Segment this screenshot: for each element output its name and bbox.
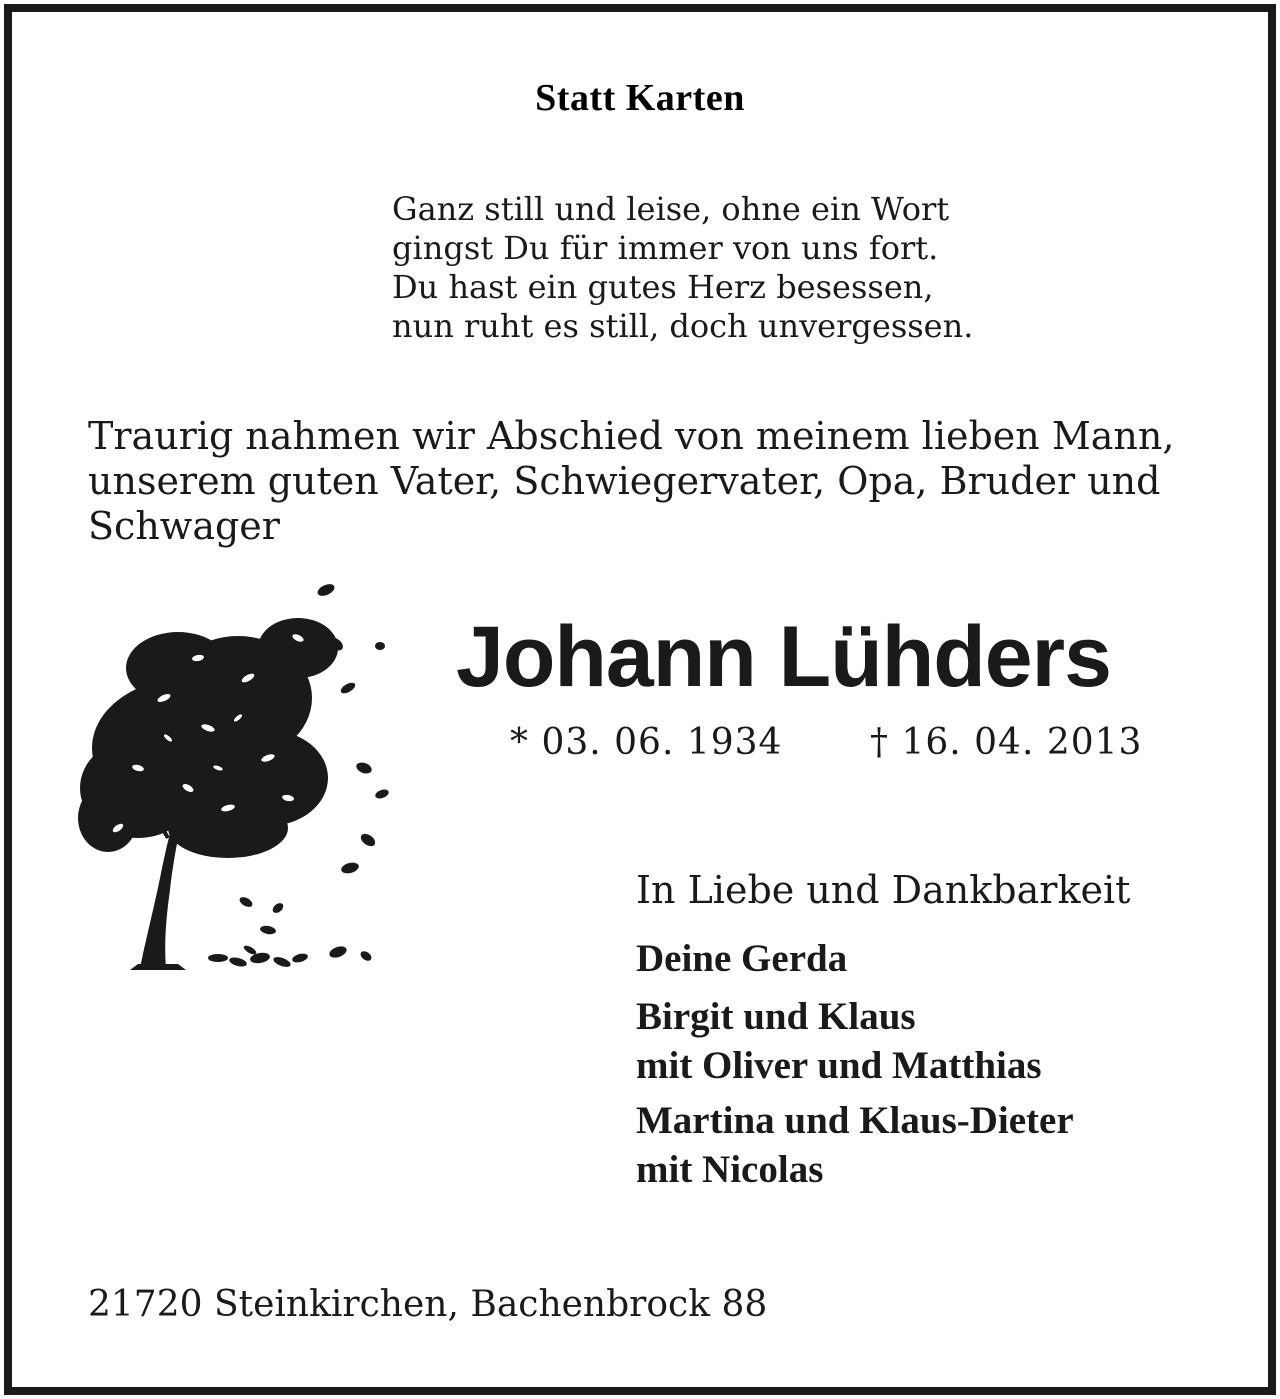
intro-line: Traurig nahmen wir Abschied von meinem lieben Mann, <box>88 414 1175 458</box>
poem <box>392 190 973 346</box>
mourner-line: mit Nicolas <box>636 1148 824 1191</box>
mourner-line: mit Oliver und Matthias <box>636 1044 1042 1087</box>
obituary-notice <box>4 4 1276 1395</box>
intro-line: Schwager <box>88 504 280 548</box>
mourner-group <box>636 934 847 983</box>
mourner-line: Martina und Klaus-Dieter <box>636 1099 1074 1142</box>
tree-in-wind-icon <box>68 578 398 978</box>
mourner-line: Birgit und Klaus <box>636 995 916 1038</box>
mourner-line: Deine Gerda <box>636 937 848 980</box>
intro-line: unserem guten Vater, Schwiegervater, Opa, Bruder und <box>88 459 1161 503</box>
mourner-group <box>636 1096 1074 1194</box>
notice-heading: Statt Karten <box>535 77 745 119</box>
mourner-group <box>636 992 1042 1090</box>
address: 21720 Steinkirchen, Bachenbrock 88 <box>88 1284 768 1325</box>
dedication: In Liebe und Dankbarkeit <box>636 868 1131 912</box>
poem-line: Du hast ein gutes Herz besessen, <box>392 268 934 306</box>
birth-date: * 03. 06. 1934 <box>510 722 783 763</box>
death-date: † 16. 04. 2013 <box>870 722 1143 763</box>
intro-text <box>88 414 1174 549</box>
deceased-name: Johann Lühders <box>456 609 1111 705</box>
poem-line: Ganz still und leise, ohne ein Wort <box>392 190 950 228</box>
poem-line: gingst Du für immer von uns fort. <box>392 229 939 267</box>
poem-line: nun ruht es still, doch unvergessen. <box>392 307 974 345</box>
